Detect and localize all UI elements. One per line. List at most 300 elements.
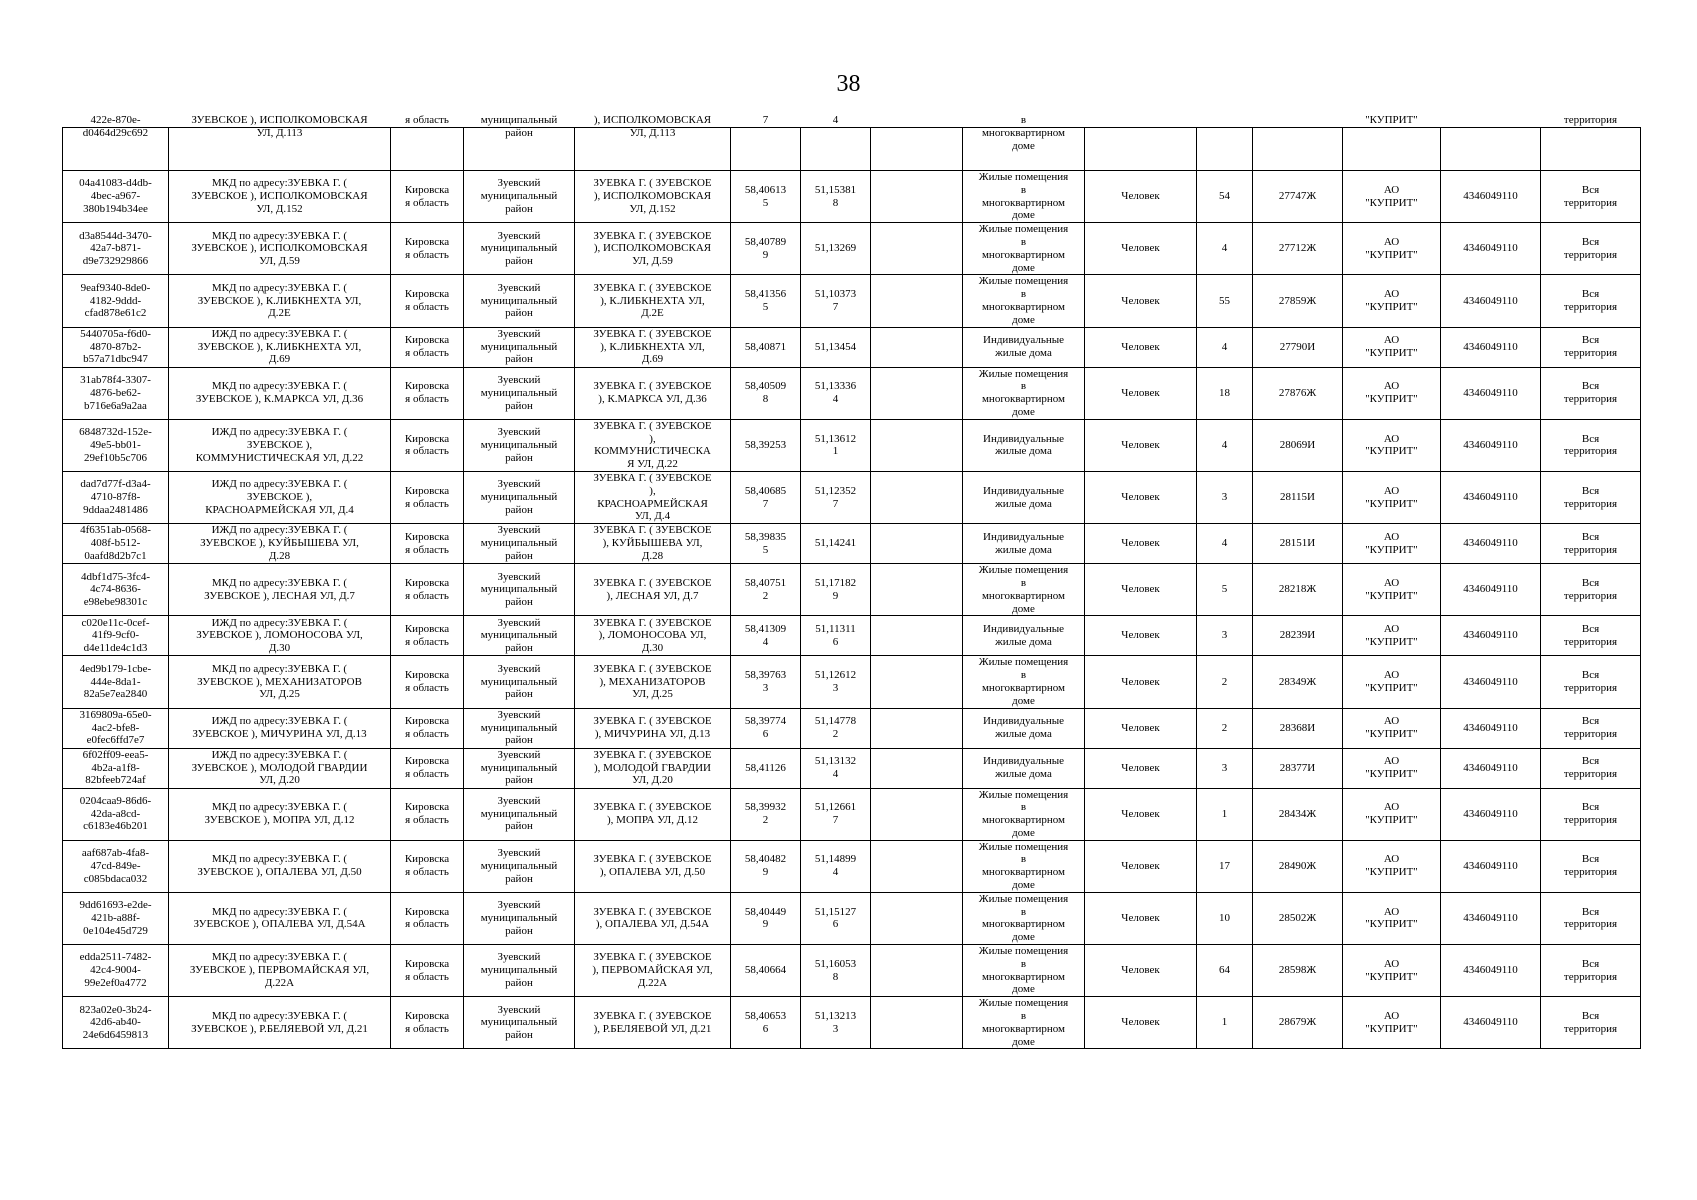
unit-text: Человек	[1121, 1016, 1160, 1029]
organization-line: АО	[1383, 623, 1400, 636]
blank-cell	[871, 564, 963, 616]
object-name-line: МКД по адресу:ЗУЕВКА Г. (	[211, 177, 348, 190]
code-cell	[1253, 564, 1343, 616]
category-line: жилые дома	[995, 347, 1052, 360]
region-line: я область	[405, 589, 449, 602]
organization-line: АО	[1383, 183, 1400, 196]
unit-cell	[1085, 471, 1197, 523]
organization-cell	[1343, 997, 1441, 1049]
district-line: Зуевский	[497, 478, 541, 491]
latitude-cell	[731, 524, 801, 564]
address-cell	[575, 114, 731, 171]
region-line: я область	[405, 114, 449, 126]
address-line: Д.30	[641, 642, 664, 655]
organization-cell	[1343, 367, 1441, 419]
code-text: 27859Ж	[1278, 294, 1317, 307]
region-line: Кировска	[404, 801, 450, 814]
count-cell	[1197, 997, 1253, 1049]
unit-text: Человек	[1121, 438, 1160, 451]
object-id-cell	[63, 223, 169, 275]
object-name-cell	[169, 367, 391, 419]
category-line: жилые дома	[995, 497, 1052, 510]
object-name-cell	[169, 997, 391, 1049]
category-line: жилые дома	[995, 768, 1052, 780]
address-cell	[575, 656, 731, 708]
object-name-line: УЛ, Д.25	[259, 688, 300, 701]
district-line: Зуевский	[497, 794, 541, 807]
object-name-line: МКД по адресу:ЗУЕВКА Г. (	[211, 853, 348, 866]
latitude-line: 2	[762, 814, 769, 827]
object-name-line: МКД по адресу:ЗУЕВКА Г. (	[211, 801, 348, 814]
organization-cell	[1343, 327, 1441, 367]
address-line: ЗУЕВКА Г. ( ЗУЕВСКОЕ	[593, 471, 712, 484]
territory-line: территория	[1563, 814, 1618, 827]
code-cell	[1253, 748, 1343, 788]
count-cell	[1197, 471, 1253, 523]
unit-cell	[1085, 564, 1197, 616]
category-line: доме	[1012, 983, 1035, 996]
code-text: 28490Ж	[1278, 859, 1317, 872]
count-cell	[1197, 840, 1253, 892]
longitude-line: 51,13269	[814, 242, 857, 255]
region-cell	[391, 275, 464, 327]
category-cell	[963, 171, 1085, 223]
object-id-cell	[63, 616, 169, 656]
address-line: ), ИСПОЛКОМОВСКАЯ	[593, 190, 712, 203]
region-line: Кировска	[404, 623, 450, 636]
territory-line: территория	[1563, 248, 1618, 261]
blank-cell	[871, 892, 963, 944]
object-name-line: Д.69	[268, 353, 291, 366]
count-text: 2	[1221, 675, 1228, 688]
unit-text: Человек	[1121, 190, 1160, 203]
address-line: Д.69	[641, 353, 664, 366]
organization-line: "КУПРИТ"	[1365, 866, 1418, 879]
latitude-line: 9	[762, 918, 769, 931]
code-cell	[1253, 327, 1343, 367]
category-line: многоквартирном	[981, 196, 1066, 209]
longitude-line: 51,12352	[814, 484, 857, 497]
object-id-cell	[63, 892, 169, 944]
address-line: УЛ, Д.59	[632, 255, 673, 268]
latitude-line: 58,40664	[744, 964, 787, 977]
category-cell	[963, 892, 1085, 944]
object-id-cell	[63, 997, 169, 1049]
inn-text: 4346049110	[1463, 583, 1518, 596]
latitude-line: 58,40653	[744, 1010, 787, 1023]
region-cell	[391, 524, 464, 564]
district-line: муниципальный	[480, 537, 558, 550]
category-line: доме	[1012, 602, 1035, 615]
address-line: Я УЛ, Д.22	[627, 458, 678, 471]
blank-cell	[871, 945, 963, 997]
object-name-line: Д.2Е	[268, 307, 291, 320]
territory-line: территория	[1563, 196, 1618, 209]
table-row	[63, 840, 1641, 892]
unit-cell	[1085, 840, 1197, 892]
longitude-cell	[801, 892, 871, 944]
blank-cell	[871, 275, 963, 327]
table-row	[63, 223, 1641, 275]
object-id-cell	[63, 656, 169, 708]
district-line: Зуевский	[497, 373, 541, 386]
district-line: муниципальный	[480, 1016, 558, 1029]
table-row	[63, 708, 1641, 748]
object-name-line: ЗУЕВСКОЕ ), ИСПОЛКОМОВСКАЯ	[191, 114, 368, 126]
object-name-line: ИЖД по адресу:ЗУЕВКА Г. (	[211, 748, 348, 761]
longitude-line: 51,13612	[814, 432, 857, 445]
district-line: муниципальный	[480, 114, 558, 126]
organization-line: "КУПРИТ"	[1365, 918, 1418, 931]
object-id-line: 9eaf9340-8de0-	[80, 281, 151, 294]
category-cell	[963, 616, 1085, 656]
object-id-line: 0204caa9-86d6-	[79, 794, 152, 807]
longitude-cell	[801, 564, 871, 616]
object-id-line: 4c74-8636-	[90, 583, 141, 596]
unit-text: Человек	[1121, 583, 1160, 596]
category-cell	[963, 997, 1085, 1049]
longitude-cell	[801, 997, 871, 1049]
object-name-line: ЗУЕВСКОЕ ), ИСПОЛКОМОВСКАЯ	[191, 242, 368, 255]
organization-line: "КУПРИТ"	[1365, 445, 1418, 458]
territory-line: Вся	[1581, 576, 1600, 589]
latitude-line: 58,39763	[744, 669, 787, 682]
object-id-line: 99e2ef0a4772	[84, 977, 147, 990]
territory-line: территория	[1563, 393, 1618, 406]
count-cell	[1197, 524, 1253, 564]
latitude-line: 58,39774	[744, 715, 787, 728]
unit-cell	[1085, 708, 1197, 748]
code-text: 27790И	[1279, 340, 1316, 353]
category-line: многоквартирном	[981, 970, 1066, 983]
address-line: ), К.ЛИБКНЕХТА УЛ,	[600, 294, 705, 307]
code-text: 28377И	[1279, 761, 1316, 774]
object-name-cell	[169, 708, 391, 748]
address-line: ), ПЕРВОМАЙСКАЯ УЛ,	[592, 964, 713, 977]
code-cell	[1253, 524, 1343, 564]
table-row	[63, 275, 1641, 327]
object-id-line: e0fec6ffd7e7	[86, 734, 145, 747]
address-line: ), ЛОМОНОСОВА УЛ,	[598, 629, 707, 642]
object-id-line: b716e6a9a2aa	[84, 399, 147, 412]
count-cell	[1197, 748, 1253, 788]
object-name-cell	[169, 419, 391, 471]
territory-cell	[1541, 471, 1641, 523]
table-row	[63, 524, 1641, 564]
territory-line: Вся	[1581, 853, 1600, 866]
address-cell	[575, 275, 731, 327]
blank-cell	[871, 840, 963, 892]
territory-cell	[1541, 524, 1641, 564]
unit-cell	[1085, 788, 1197, 840]
object-name-line: ЗУЕВСКОЕ ), МЕХАНИЗАТОРОВ	[197, 675, 362, 688]
organization-cell	[1343, 788, 1441, 840]
territory-line: территория	[1563, 1022, 1618, 1035]
region-line: Кировска	[404, 957, 450, 970]
district-cell	[464, 471, 575, 523]
region-line: я область	[405, 918, 449, 931]
longitude-cell	[801, 788, 871, 840]
unit-cell	[1085, 656, 1197, 708]
category-line: многоквартирном	[981, 393, 1066, 406]
blank-cell	[871, 367, 963, 419]
category-cell	[963, 367, 1085, 419]
inn-cell	[1441, 128, 1541, 171]
longitude-line: 51,11311	[815, 623, 856, 636]
object-id-line: 0aafd8d2b7c1	[84, 550, 147, 563]
latitude-cell	[731, 892, 801, 944]
count-text: 1	[1221, 807, 1228, 820]
object-name-line: ЗУЕВСКОЕ ), К.ЛИБКНЕХТА УЛ,	[197, 340, 362, 353]
inn-text: 4346049110	[1463, 761, 1518, 774]
inn-text: 4346049110	[1463, 294, 1518, 307]
object-name-line: МКД по адресу:ЗУЕВКА Г. (	[211, 951, 348, 964]
district-line: муниципальный	[480, 438, 558, 451]
unit-text: Человек	[1121, 386, 1160, 399]
district-line: муниципальный	[480, 491, 558, 504]
territory-line: Вся	[1581, 755, 1600, 768]
code-cell	[1253, 840, 1343, 892]
longitude-cell	[801, 616, 871, 656]
count-cell	[1197, 564, 1253, 616]
object-name-cell	[169, 748, 391, 788]
address-line: УЛ, Д.4	[634, 510, 671, 523]
district-line: Зуевский	[497, 229, 541, 242]
territory-cell	[1541, 616, 1641, 656]
territory-line: территория	[1563, 681, 1618, 694]
inn-cell	[1441, 892, 1541, 944]
code-cell	[1253, 656, 1343, 708]
object-name-line: ИЖД по адресу:ЗУЕВКА Г. (	[211, 426, 348, 439]
object-id-line: 4ed9b179-1cbe-	[79, 662, 152, 675]
object-name-cell	[169, 223, 391, 275]
address-line: ), МОЛОДОЙ ГВАРДИИ	[594, 761, 711, 774]
organization-line: АО	[1383, 530, 1400, 543]
latitude-line: 58,40751	[744, 576, 787, 589]
table-row	[63, 997, 1641, 1049]
object-name-line: ЗУЕВСКОЕ ), К.МАРКСА УЛ, Д.36	[195, 393, 364, 406]
count-text: 4	[1221, 537, 1228, 550]
region-cell	[391, 997, 464, 1049]
inn-text: 4346049110	[1463, 537, 1518, 550]
district-line: Зуевский	[497, 899, 541, 912]
category-line: Индивидуальные	[983, 755, 1064, 768]
category-line: Жилые помещения	[978, 892, 1069, 905]
district-cell	[464, 748, 575, 788]
longitude-cell	[801, 327, 871, 367]
territory-line: Вся	[1581, 432, 1600, 445]
count-text: 18	[1219, 386, 1230, 399]
code-cell	[1253, 367, 1343, 419]
object-id-line: 9dd61693-e2de-	[79, 899, 152, 912]
code-text: 28434Ж	[1278, 807, 1317, 820]
organization-line: "КУПРИТ"	[1365, 635, 1418, 648]
longitude-cell	[801, 656, 871, 708]
page-number: 38	[836, 71, 861, 97]
longitude-cell	[801, 367, 871, 419]
code-cell	[1253, 616, 1343, 656]
code-cell	[1253, 223, 1343, 275]
object-name-line: ЗУЕВСКОЕ ), К.ЛИБКНЕХТА УЛ,	[197, 294, 362, 307]
region-line: Кировска	[404, 334, 450, 347]
address-line: ЗУЕВКА Г. ( ЗУЕВСКОЕ	[593, 380, 712, 393]
address-line: КРАСНОАРМЕЙСКАЯ	[597, 497, 708, 510]
unit-text: Человек	[1121, 807, 1160, 820]
object-id-line: d4e11de4c1d3	[83, 642, 148, 655]
district-line: муниципальный	[480, 859, 558, 872]
category-line: многоквартирном	[981, 866, 1066, 879]
address-line: ЗУЕВКА Г. ( ЗУЕВСКОЕ	[593, 951, 712, 964]
code-text: 28502Ж	[1278, 912, 1317, 925]
object-id-line: edda2511-7482-	[79, 951, 152, 964]
category-line: в	[1020, 235, 1027, 248]
code-text: 28115И	[1279, 491, 1316, 504]
territory-line: территория	[1563, 768, 1618, 780]
address-line: ЗУЕВКА Г. ( ЗУЕВСКОЕ	[593, 524, 712, 537]
district-line: Зуевский	[497, 426, 541, 439]
code-cell	[1253, 892, 1343, 944]
organization-line: "КУПРИТ"	[1365, 768, 1418, 780]
object-name-cell	[169, 471, 391, 523]
unit-text: Человек	[1121, 294, 1160, 307]
category-line: доме	[1012, 313, 1035, 326]
territory-line: Вся	[1581, 380, 1600, 393]
address-line: ЗУЕВКА Г. ( ЗУЕВСКОЕ	[593, 662, 712, 675]
region-line: Кировска	[404, 530, 450, 543]
district-line: район	[505, 451, 533, 464]
inn-cell	[1441, 840, 1541, 892]
count-cell	[1197, 275, 1253, 327]
object-name-line: ЗУЕВСКОЕ ), ЛОМОНОСОВА УЛ,	[196, 629, 363, 642]
category-cell	[963, 327, 1085, 367]
longitude-line: 51,12612	[814, 669, 857, 682]
object-id-line: c6183e46b201	[83, 820, 148, 833]
category-cell	[963, 945, 1085, 997]
count-cell	[1197, 419, 1253, 471]
category-line: в	[1020, 1010, 1027, 1023]
longitude-line: 6	[832, 635, 839, 648]
object-id-cell	[63, 945, 169, 997]
object-name-line: ЗУЕВСКОЕ ),	[246, 438, 313, 451]
territory-cell	[1541, 275, 1641, 327]
category-line: доме	[1012, 261, 1035, 274]
territory-line: территория	[1563, 300, 1618, 313]
organization-line: АО	[1383, 432, 1400, 445]
inn-cell	[1441, 616, 1541, 656]
object-id-line: 42c4-9004-	[90, 964, 141, 977]
category-line: Индивидуальные	[983, 484, 1064, 497]
address-line: ), ЛЕСНАЯ УЛ, Д.7	[606, 589, 699, 602]
organization-line: "КУПРИТ"	[1365, 681, 1418, 694]
category-cell	[963, 114, 1085, 171]
organization-cell	[1343, 708, 1441, 748]
code-cell	[1253, 275, 1343, 327]
code-text: 27876Ж	[1278, 386, 1317, 399]
inn-cell	[1441, 945, 1541, 997]
territory-line: Вся	[1581, 484, 1600, 497]
inn-text: 4346049110	[1463, 721, 1518, 734]
object-id-line: 42a7-b871-	[90, 242, 141, 255]
object-id-line: 4f6351ab-0568-	[80, 524, 151, 537]
longitude-line: 4	[832, 768, 839, 780]
count-text: 5	[1221, 583, 1228, 596]
territory-line: Вся	[1581, 1010, 1600, 1023]
latitude-cell	[731, 564, 801, 616]
unit-cell	[1085, 892, 1197, 944]
district-cell	[464, 327, 575, 367]
latitude-line: 7	[762, 114, 769, 126]
object-name-line: Д.22А	[264, 977, 295, 990]
address-line: КОММУНИСТИЧЕСКА	[594, 445, 711, 458]
latitude-cell	[731, 708, 801, 748]
territory-cell	[1541, 327, 1641, 367]
district-line: район	[505, 977, 533, 990]
territory-cell	[1541, 997, 1641, 1049]
organization-line: АО	[1383, 1010, 1400, 1023]
object-id-line: 4ac2-bfe8-	[91, 721, 140, 734]
object-id-line: 4dbf1d75-3fc4-	[80, 570, 151, 583]
territory-line: Вся	[1581, 183, 1600, 196]
latitude-line: 58,40613	[744, 183, 787, 196]
category-line: доме	[1012, 694, 1035, 707]
address-cell	[575, 367, 731, 419]
latitude-line: 58,40482	[744, 853, 787, 866]
latitude-line: 5	[762, 300, 769, 313]
district-line: район	[505, 734, 533, 747]
latitude-line: 9	[762, 248, 769, 261]
territory-line: территория	[1563, 866, 1618, 879]
district-line: муниципальный	[480, 242, 558, 255]
category-cell	[963, 788, 1085, 840]
count-text: 17	[1219, 859, 1230, 872]
object-id-line: 29ef10b5c706	[84, 451, 147, 464]
category-line: доме	[1012, 879, 1035, 892]
longitude-line: 51,14241	[814, 537, 857, 550]
district-cell	[464, 840, 575, 892]
district-line: район	[505, 399, 533, 412]
address-line: ЗУЕВКА Г. ( ЗУЕВСКОЕ	[593, 229, 712, 242]
object-id-cell	[63, 171, 169, 223]
category-line: многоквартирном	[981, 1022, 1066, 1035]
category-line: Жилые помещения	[978, 171, 1069, 183]
inn-cell	[1441, 708, 1541, 748]
district-cell	[464, 656, 575, 708]
category-line: многоквартирном	[981, 589, 1066, 602]
address-line: ЗУЕВКА Г. ( ЗУЕВСКОЕ	[593, 748, 712, 761]
object-name-line: МКД по адресу:ЗУЕВКА Г. (	[211, 576, 348, 589]
unit-cell	[1085, 367, 1197, 419]
address-line: ), Р.БЕЛЯЕВОЙ УЛ, Д.21	[593, 1022, 712, 1035]
address-line: ЗУЕВКА Г. ( ЗУЕВСКОЕ	[593, 1010, 712, 1023]
district-line: Зуевский	[497, 177, 541, 190]
territory-cell	[1541, 367, 1641, 419]
object-id-line: 82a5e7ea2840	[83, 688, 148, 701]
district-line: район	[505, 202, 533, 215]
unit-cell	[1085, 275, 1197, 327]
latitude-line: 2	[762, 589, 769, 602]
object-id-line: 0e104e45d729	[83, 924, 148, 937]
count-cell	[1197, 656, 1253, 708]
district-line: Зуевский	[497, 1003, 541, 1016]
latitude-line: 4	[762, 635, 769, 648]
unit-text: Человек	[1121, 340, 1160, 353]
table-row	[63, 471, 1641, 523]
code-text: 28218Ж	[1278, 583, 1317, 596]
blank-cell	[871, 616, 963, 656]
district-cell	[464, 788, 575, 840]
address-line: ), ОПАЛЕВА УЛ, Д.50	[599, 866, 706, 879]
object-id-cell	[63, 419, 169, 471]
